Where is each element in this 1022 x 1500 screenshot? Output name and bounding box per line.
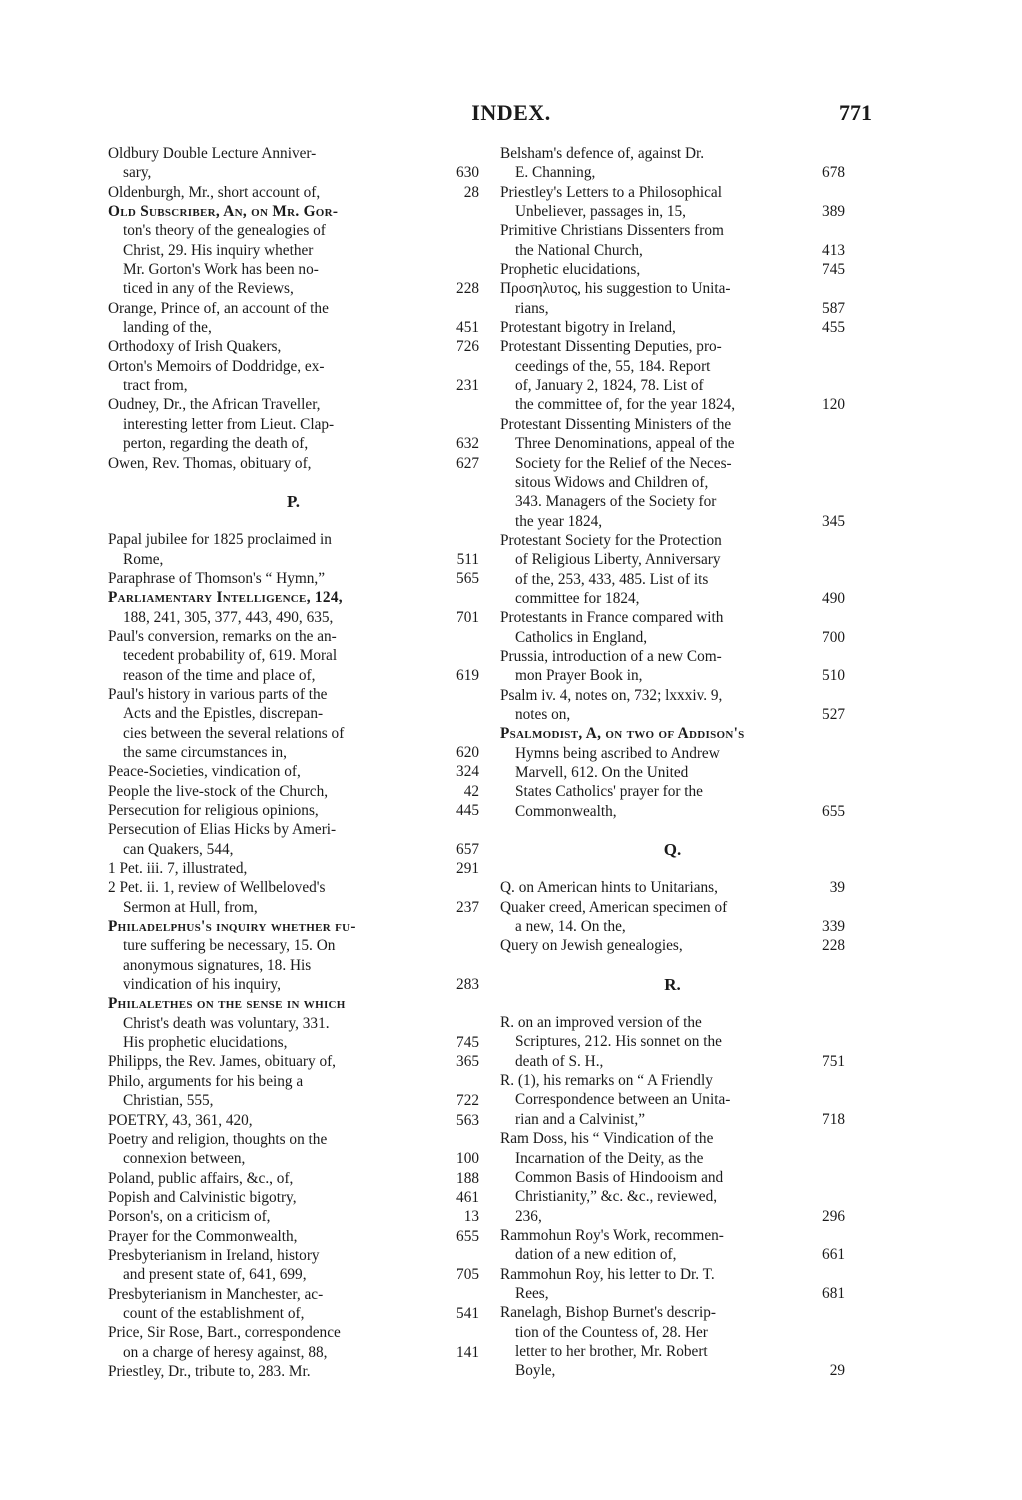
entry-line: Oudney, Dr., the African Traveller,: [108, 396, 321, 414]
entry-line: Unbeliever, passages in, 15,: [515, 203, 687, 221]
spacer: [500, 859, 845, 878]
entry-line: States Catholics' prayer for the: [515, 783, 703, 801]
entry-line: of Religious Liberty, Anniversary: [515, 551, 721, 569]
entry-page-number: 661: [822, 1246, 845, 1264]
page-title: INDEX.: [471, 100, 551, 125]
entry-line: Common Basis of Hindooism and: [515, 1168, 724, 1186]
entry-line: perton, regarding the death of,: [123, 435, 309, 453]
entry-line: death of S. H.,: [515, 1052, 604, 1070]
spacer: [500, 956, 845, 975]
entry-page-number: 511: [456, 550, 479, 568]
entry-line: Psalm iv. 4, notes on, 732; lxxxiv. 9,: [500, 686, 723, 704]
index-entry: [108, 1111, 479, 1130]
index-entry: [108, 569, 479, 588]
entry-line: 188, 241, 305, 377, 443, 490, 635,: [123, 608, 334, 626]
entry-page-number: 296: [822, 1207, 845, 1225]
index-entry: [108, 183, 479, 202]
entry-page-number: 751: [822, 1052, 845, 1070]
index-entry: [108, 337, 479, 356]
entry-page-number: 700: [822, 628, 845, 646]
index-entry: [108, 685, 479, 762]
entry-page-number: 655: [822, 802, 845, 820]
index-entry: [108, 530, 479, 569]
index-entry: [108, 1188, 479, 1207]
entry-line: Orthodoxy of Irish Quakers,: [108, 338, 282, 356]
entry-line: mon Prayer Book in,: [515, 667, 643, 685]
index-entry: [500, 898, 845, 937]
index-entry: [108, 878, 479, 917]
index-entry: [500, 1071, 845, 1129]
entry-page-number: 389: [822, 203, 845, 221]
entry-line: 2 Pet. ii. 1, review of Wellbeloved's: [108, 879, 326, 897]
entry-line: ture suffering be necessary, 15. On: [123, 937, 336, 955]
index-entry: [108, 202, 479, 299]
section-letter: R.: [664, 974, 681, 994]
entry-page-number: 291: [456, 860, 479, 878]
entry-page-number: 745: [822, 261, 845, 279]
entry-line: ton's theory of the genealogies of: [123, 222, 326, 240]
entry-line: Boyle,: [515, 1362, 556, 1380]
index-entry: [108, 1169, 479, 1188]
entry-page-number: 345: [822, 512, 845, 530]
entry-line: R. (1), his remarks on “ A Friendly: [500, 1072, 713, 1090]
index-entry: [500, 1013, 845, 1071]
entry-line: Sermon at Hull, from,: [123, 898, 258, 916]
entry-page-number: 627: [456, 454, 479, 472]
entry-line: Protestant bigotry in Ireland,: [500, 319, 676, 337]
entry-page-number: 565: [456, 569, 479, 587]
index-entry: [500, 337, 845, 414]
entry-line: Owen, Rev. Thomas, obituary of,: [108, 454, 312, 472]
section-letter: P.: [286, 491, 301, 511]
index-entry: [108, 454, 479, 473]
entry-line: Paul's history in various parts of the: [108, 685, 328, 703]
index-entry: [108, 299, 479, 338]
index-entry: [500, 260, 845, 279]
entry-line: dation of a new edition of,: [515, 1246, 677, 1264]
entry-page-number: 510: [822, 667, 845, 685]
entry-line: Peace-Societies, vindication of,: [108, 763, 301, 781]
index-entry: [108, 357, 479, 396]
entry-line: Ram Doss, his “ Vindication of the: [500, 1130, 714, 1148]
entry-page-number: 455: [822, 319, 845, 337]
entry-page-number: 461: [456, 1188, 479, 1206]
index-entry: [500, 415, 845, 531]
entry-page-number: 29: [829, 1362, 845, 1380]
entry-line: R. on an improved version of the: [500, 1014, 702, 1032]
entry-page-number: 141: [456, 1343, 479, 1361]
entry-line: His prophetic elucidations,: [123, 1034, 288, 1052]
entry-line: landing of the,: [123, 319, 212, 337]
entry-line: Prayer for the Commonwealth,: [108, 1227, 298, 1245]
index-entry: [500, 318, 845, 337]
page-header: [0, 100, 1022, 130]
entry-page-number: 563: [456, 1111, 479, 1129]
spacer: [108, 511, 479, 530]
entry-line: Old Subscriber, An, on Mr. Gor-: [108, 203, 339, 221]
entry-page-number: 42: [463, 782, 479, 800]
entry-page-number: 541: [456, 1304, 479, 1322]
entry-line: Commonwealth,: [515, 802, 617, 820]
entry-line: Christianity,” &c. &c., reviewed,: [515, 1188, 718, 1206]
entry-line: count of the establishment of,: [123, 1304, 305, 1322]
entry-line: Q. on American hints to Unitarians,: [500, 879, 718, 897]
entry-line: Prophetic elucidations,: [500, 261, 641, 279]
entry-line: of, January 2, 1824, 78. List of: [515, 377, 704, 395]
entry-line: tract from,: [123, 377, 188, 395]
index-entry: [108, 859, 479, 878]
entry-line: Correspondence between an Unita-: [515, 1091, 731, 1109]
right-column: [500, 144, 845, 1381]
entry-page-number: 490: [822, 589, 845, 607]
index-entry: [500, 1265, 845, 1304]
entry-page-number: 619: [456, 666, 479, 684]
index-entry: [500, 1226, 845, 1265]
index-entry: [108, 1052, 479, 1071]
entry-line: Papal jubilee for 1825 proclaimed in: [108, 531, 332, 549]
entry-line: Mr. Gorton's Work has been no-: [123, 261, 319, 279]
spacer: [500, 994, 845, 1013]
entry-page-number: 324: [456, 763, 479, 781]
entry-line: Persecution for religious opinions,: [108, 802, 319, 819]
index-entry: [500, 1129, 845, 1226]
entry-line: the same circumstances in,: [123, 743, 287, 761]
left-column: [108, 144, 479, 1381]
entry-line: Προσηλυτος, his suggestion to Unita-: [500, 280, 731, 298]
entry-line: committee for 1824,: [515, 589, 640, 607]
entry-line: the committee of, for the year 1824,: [515, 396, 736, 414]
entry-line: Porson's, on a criticism of,: [108, 1208, 271, 1226]
entry-line: Christ, 29. His inquiry whether: [123, 241, 314, 259]
index-entry: [108, 994, 479, 1052]
entry-line: Protestant Dissenting Ministers of the: [500, 415, 732, 433]
index-entry: [108, 1323, 479, 1362]
entry-line: Philalethes on the sense in which: [108, 995, 346, 1013]
entry-page-number: 726: [456, 338, 479, 356]
entry-line: interesting letter from Lieut. Clap-: [123, 415, 335, 433]
entry-line: a new, 14. On the,: [515, 918, 626, 936]
index-entry: [500, 647, 845, 686]
entry-page-number: 39: [829, 879, 845, 897]
entry-line: Presbyterianism in Ireland, history: [108, 1246, 320, 1264]
index-entry: [108, 1246, 479, 1285]
index-entry: [500, 144, 845, 183]
entry-line: Paraphrase of Thomson's “ Hymn,”: [108, 569, 326, 587]
entry-line: Protestant Dissenting Deputies, pro-: [500, 338, 722, 356]
index-entry: [108, 144, 479, 183]
entry-line: Christian, 555,: [123, 1092, 214, 1110]
index-entry: [500, 724, 845, 821]
index-entry: [500, 686, 845, 725]
entry-line: sitous Widows and Children of,: [515, 473, 709, 491]
entry-line: tion of the Countess of, 28. Her: [515, 1323, 708, 1341]
entry-page-number: 188: [456, 1169, 479, 1187]
index-entry: [500, 279, 845, 318]
entry-line: on a charge of heresy against, 88,: [123, 1343, 328, 1361]
entry-line: sary,: [123, 164, 152, 182]
entry-line: Poland, public affairs, &c., of,: [108, 1169, 294, 1187]
index-entry: [500, 878, 845, 897]
entry-line: Scriptures, 212. His sonnet on the: [515, 1033, 722, 1051]
entry-page-number: 657: [456, 840, 479, 858]
index-entry: [108, 762, 479, 781]
entry-line: Rammohun Roy's Work, recommen-: [500, 1226, 724, 1244]
entry-page-number: 587: [822, 299, 845, 317]
section-letter: Q.: [663, 840, 682, 860]
index-entry: [500, 531, 845, 608]
index-entry: [108, 1130, 479, 1169]
index-entry: [108, 782, 479, 801]
entry-line: Christ's death was voluntary, 331.: [123, 1014, 330, 1032]
entry-page-number: 365: [456, 1053, 479, 1071]
entry-page-number: 339: [822, 918, 845, 936]
index-entry: [108, 917, 479, 994]
entry-line: rians,: [515, 299, 549, 317]
entry-line: cies between the several relations of: [123, 724, 345, 742]
entry-line: tecedent probability of, 619. Moral: [123, 647, 338, 665]
entry-line: 343. Managers of the Society for: [515, 493, 717, 511]
index-entry: [500, 936, 845, 955]
index-entry: [108, 395, 479, 453]
entry-page-number: 705: [456, 1266, 479, 1284]
entry-line: Price, Sir Rose, Bart., correspondence: [108, 1324, 341, 1342]
entry-line: ceedings of the, 55, 184. Report: [515, 357, 711, 375]
entry-line: Society for the Relief of the Neces-: [515, 454, 732, 472]
entry-page-number: 445: [456, 802, 479, 819]
entry-page-number: 630: [456, 164, 479, 182]
index-entry: [108, 1072, 479, 1111]
entry-line: Primitive Christians Dissenters from: [500, 222, 724, 240]
entry-page-number: 451: [456, 319, 479, 337]
entry-line: Marvell, 612. On the United: [515, 764, 689, 781]
entry-line: Ranelagh, Bishop Burnet's descrip-: [500, 1304, 717, 1322]
entry-line: Acts and the Epistles, discrepan-: [123, 705, 324, 723]
page-number: 771: [839, 100, 872, 125]
entry-line: Philo, arguments for his being a: [108, 1072, 304, 1090]
entry-line: POETRY, 43, 361, 420,: [108, 1111, 253, 1129]
entry-page-number: 745: [456, 1034, 479, 1052]
entry-line: of the, 253, 433, 485. List of its: [515, 570, 709, 588]
entry-line: notes on,: [515, 705, 571, 723]
entry-page-number: 28: [463, 183, 479, 201]
entry-page-number: 655: [456, 1227, 479, 1245]
index-entry: [108, 1227, 479, 1246]
index-entry: [108, 1207, 479, 1226]
entry-page-number: 13: [463, 1208, 479, 1226]
entry-line: 236,: [515, 1207, 542, 1225]
entry-line: Priestley, Dr., tribute to, 283. Mr.: [108, 1362, 311, 1380]
entry-page-number: 678: [822, 164, 845, 182]
entry-page-number: 228: [822, 937, 845, 955]
entry-line: Philipps, the Rev. James, obituary of,: [108, 1053, 337, 1071]
entry-page-number: 632: [456, 435, 479, 453]
entry-page-number: 237: [456, 898, 479, 916]
entry-line: Catholics in England,: [515, 628, 648, 646]
entry-line: can Quakers, 544,: [123, 840, 234, 858]
index-entry: [500, 221, 845, 260]
entry-line: Belsham's defence of, against Dr.: [500, 145, 705, 162]
entry-page-number: 718: [822, 1110, 845, 1128]
entry-page-number: 722: [456, 1092, 479, 1110]
spacer: [108, 473, 479, 492]
entry-line: Protestant Society for the Protection: [500, 531, 722, 549]
entry-line: rian and a Calvinist,”: [515, 1110, 645, 1128]
entry-line: Popish and Calvinistic bigotry,: [108, 1188, 297, 1206]
entry-line: Philadelphus's inquiry whether fu-: [108, 918, 356, 936]
entry-page-number: 413: [822, 241, 845, 259]
entry-line: and present state of, 641, 699,: [123, 1266, 307, 1284]
entry-line: reason of the time and place of,: [123, 666, 316, 684]
index-entry: [108, 627, 479, 685]
entry-page-number: 527: [822, 705, 845, 723]
entry-page-number: 228: [456, 280, 479, 298]
entry-line: Oldenburgh, Mr., short account of,: [108, 183, 321, 201]
entry-line: 1 Pet. iii. 7, illustrated,: [108, 860, 248, 878]
entry-line: letter to her brother, Mr. Robert: [515, 1342, 708, 1360]
entry-line: Three Denominations, appeal of the: [515, 435, 735, 453]
entry-line: Oldbury Double Lecture Anniver-: [108, 145, 317, 162]
entry-line: Persecution of Elias Hicks by Ameri-: [108, 821, 337, 839]
index-entry: [108, 588, 479, 627]
entry-page-number: 120: [822, 396, 845, 414]
index-entry: [500, 608, 845, 647]
entry-line: Orton's Memoirs of Doddridge, ex-: [108, 357, 325, 375]
entry-line: Rees,: [515, 1284, 549, 1302]
entry-line: Quaker creed, American specimen of: [500, 898, 728, 916]
entry-line: People the live-stock of the Church,: [108, 782, 329, 800]
entry-page-number: 620: [456, 743, 479, 761]
index-entry: [108, 820, 479, 859]
entry-line: Hymns being ascribed to Andrew: [515, 744, 720, 762]
entry-line: Poetry and religion, thoughts on the: [108, 1130, 328, 1148]
entry-line: vindication of his inquiry,: [123, 976, 281, 994]
index-entry: [108, 1285, 479, 1324]
entry-page-number: 681: [822, 1284, 845, 1302]
index-entry: [500, 183, 845, 222]
entry-line: Incarnation of the Deity, as the: [515, 1149, 704, 1167]
entry-line: Orange, Prince of, an account of the: [108, 299, 329, 317]
entry-line: Psalmodist, A, on two of Addison's: [500, 725, 745, 743]
entry-line: Prussia, introduction of a new Com-: [500, 647, 722, 665]
entry-line: Presbyterianism in Manchester, ac-: [108, 1285, 324, 1303]
entry-line: the year 1824,: [515, 512, 603, 530]
entry-line: Protestants in France compared with: [500, 609, 724, 627]
entry-line: connexion between,: [123, 1150, 246, 1168]
entry-line: anonymous signatures, 18. His: [123, 956, 312, 974]
entry-page-number: 283: [456, 976, 479, 994]
entry-page-number: 231: [456, 377, 479, 395]
index-entry: [108, 1362, 479, 1381]
entry-line: Paul's conversion, remarks on the an-: [108, 627, 337, 645]
entry-line: Parliamentary Intelligence, 124,: [108, 589, 343, 607]
entry-line: the National Church,: [515, 241, 643, 259]
index-entry: [108, 801, 479, 820]
entry-line: Query on Jewish genealogies,: [500, 937, 683, 955]
index-entry: [500, 1303, 845, 1380]
entry-line: Rammohun Roy, his letter to Dr. T.: [500, 1265, 715, 1283]
entry-line: E. Channing,: [515, 164, 596, 182]
entry-line: Rome,: [123, 550, 164, 568]
entry-page-number: 100: [456, 1150, 479, 1168]
entry-line: Priestley's Letters to a Philosophical: [500, 183, 722, 201]
entry-page-number: 701: [456, 608, 479, 626]
entry-line: ticed in any of the Reviews,: [123, 280, 294, 298]
spacer: [500, 821, 845, 840]
